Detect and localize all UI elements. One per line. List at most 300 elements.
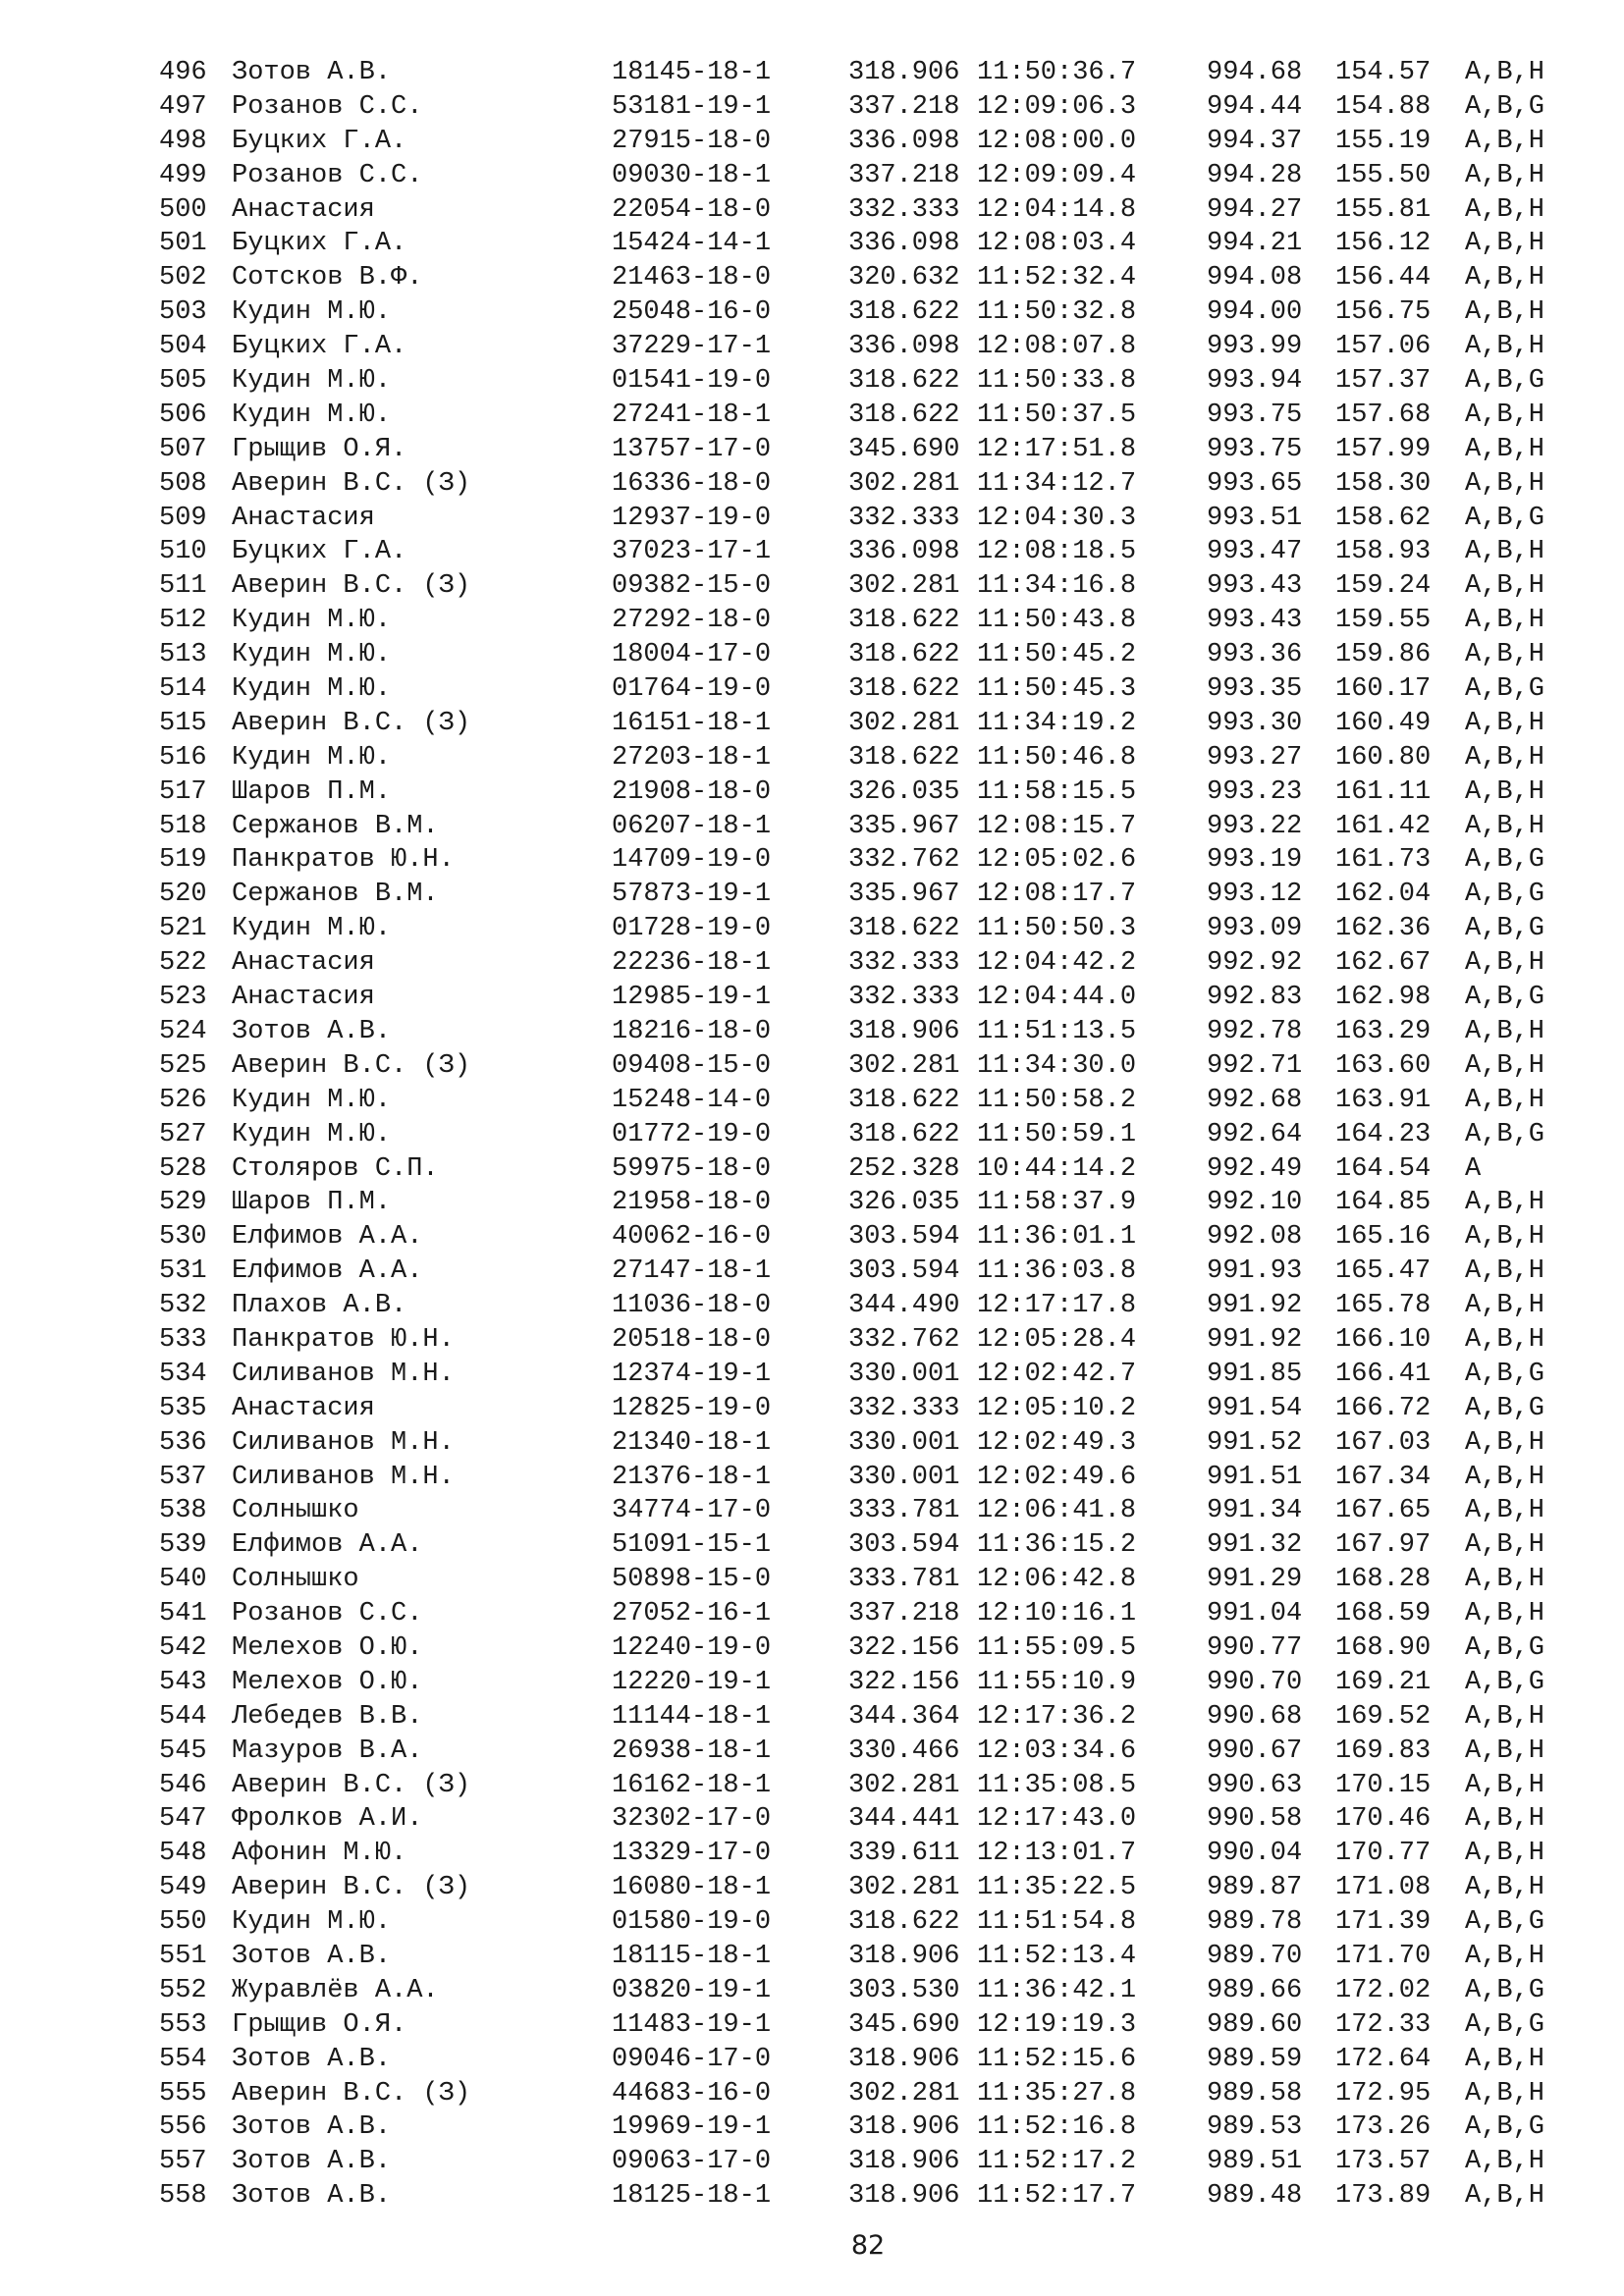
result-number: 535 [159, 1393, 207, 1423]
ring-number: 26938-18-1 [612, 1735, 772, 1766]
table-row [0, 1837, 1624, 1871]
arrival-time: 11:34:19.2 [977, 708, 1137, 738]
distance-value: 318.906 [848, 1016, 960, 1046]
table-row [0, 159, 1624, 193]
owner-name: Анастасия [232, 1393, 375, 1423]
distance-value: 318.906 [848, 2147, 960, 2177]
distance-value: 302.281 [848, 2078, 960, 2109]
ring-number: 09382-15-0 [612, 571, 772, 602]
arrival-time: 11:50:33.8 [977, 366, 1137, 397]
table-row [0, 1461, 1624, 1495]
owner-name: Розанов С.С. [232, 1599, 423, 1629]
category-marks: A,B,H [1465, 1462, 1545, 1492]
distance-value: 332.762 [848, 845, 960, 876]
speed-value: 994.00 [1207, 297, 1303, 328]
result-number: 536 [159, 1427, 207, 1458]
owner-name: Зотов А.В. [232, 2112, 392, 2143]
owner-name: Силиванов М.Н. [232, 1359, 455, 1389]
category-marks: A,B,G [1465, 1359, 1545, 1389]
owner-name: Аверин В.С. (З) [232, 468, 471, 499]
ring-number: 21908-18-0 [612, 776, 772, 807]
points-value: 160.80 [1335, 742, 1432, 773]
owner-name: Сотсков В.Ф. [232, 263, 423, 294]
distance-value: 318.622 [848, 914, 960, 944]
speed-value: 990.77 [1207, 1632, 1303, 1663]
distance-value: 318.622 [848, 640, 960, 670]
category-marks: A,B,H [1465, 1427, 1545, 1458]
ring-number: 59975-18-0 [612, 1153, 772, 1184]
points-value: 162.04 [1335, 880, 1432, 910]
table-row [0, 1255, 1624, 1289]
ring-number: 14709-19-0 [612, 845, 772, 876]
ring-number: 57873-19-1 [612, 880, 772, 910]
distance-value: 332.333 [848, 983, 960, 1013]
result-number: 520 [159, 880, 207, 910]
owner-name: Журавлёв А.А. [232, 1975, 439, 2005]
points-value: 155.19 [1335, 126, 1432, 156]
result-number: 518 [159, 811, 207, 841]
distance-value: 303.594 [848, 1222, 960, 1253]
speed-value: 991.54 [1207, 1393, 1303, 1423]
result-number: 555 [159, 2078, 207, 2109]
ring-number: 12240-19-0 [612, 1632, 772, 1663]
table-row [0, 1735, 1624, 1769]
points-value: 173.57 [1335, 2147, 1432, 2177]
result-number: 552 [159, 1975, 207, 2005]
speed-value: 989.48 [1207, 2181, 1303, 2212]
owner-name: Столяров С.П. [232, 1153, 439, 1184]
distance-value: 318.906 [848, 2112, 960, 2143]
ring-number: 32302-17-0 [612, 1804, 772, 1835]
ring-number: 21463-18-0 [612, 263, 772, 294]
result-number: 513 [159, 640, 207, 670]
points-value: 163.29 [1335, 1016, 1432, 1046]
category-marks: A,B,G [1465, 1907, 1545, 1938]
table-row [0, 672, 1624, 707]
result-number: 554 [159, 2044, 207, 2074]
points-value: 161.42 [1335, 811, 1432, 841]
points-value: 169.52 [1335, 1701, 1432, 1732]
distance-value: 318.622 [848, 400, 960, 430]
result-number: 551 [159, 1941, 207, 1971]
speed-value: 993.36 [1207, 640, 1303, 670]
distance-value: 332.333 [848, 503, 960, 533]
points-value: 167.65 [1335, 1496, 1432, 1526]
speed-value: 991.92 [1207, 1291, 1303, 1321]
owner-name: Кудин М.Ю. [232, 674, 392, 705]
table-row [0, 1563, 1624, 1597]
distance-value: 318.622 [848, 606, 960, 636]
ring-number: 01541-19-0 [612, 366, 772, 397]
table-row [0, 502, 1624, 536]
result-number: 533 [159, 1324, 207, 1355]
table-row [0, 467, 1624, 502]
owner-name: Кудин М.Ю. [232, 400, 392, 430]
speed-value: 993.75 [1207, 400, 1303, 430]
points-value: 162.67 [1335, 948, 1432, 979]
table-row [0, 1597, 1624, 1631]
category-marks: A,B,H [1465, 1085, 1545, 1115]
result-number: 509 [159, 503, 207, 533]
ring-number: 27203-18-1 [612, 742, 772, 773]
table-row [0, 878, 1624, 912]
owner-name: Панкратов Ю.Н. [232, 845, 455, 876]
speed-value: 993.35 [1207, 674, 1303, 705]
table-row [0, 981, 1624, 1015]
owner-name: Зотов А.В. [232, 2044, 392, 2074]
table-row [0, 604, 1624, 638]
owner-name: Розанов С.С. [232, 160, 423, 190]
speed-value: 993.09 [1207, 914, 1303, 944]
distance-value: 332.333 [848, 194, 960, 225]
owner-name: Мелехов О.Ю. [232, 1667, 423, 1697]
points-value: 165.78 [1335, 1291, 1432, 1321]
distance-value: 335.967 [848, 811, 960, 841]
ring-number: 22236-18-1 [612, 948, 772, 979]
owner-name: Солнышко [232, 1496, 359, 1526]
category-marks: A,B,G [1465, 1393, 1545, 1423]
speed-value: 989.66 [1207, 1975, 1303, 2005]
result-number: 526 [159, 1085, 207, 1115]
arrival-time: 11:34:16.8 [977, 571, 1137, 602]
result-number: 534 [159, 1359, 207, 1389]
category-marks: A,B,G [1465, 1975, 1545, 2005]
ring-number: 13329-17-0 [612, 1839, 772, 1869]
result-number: 499 [159, 160, 207, 190]
category-marks: A,B,H [1465, 811, 1545, 841]
result-number: 511 [159, 571, 207, 602]
owner-name: Силиванов М.Н. [232, 1427, 455, 1458]
category-marks: A,B,H [1465, 1016, 1545, 1046]
speed-value: 990.67 [1207, 1735, 1303, 1766]
category-marks: A,B,G [1465, 91, 1545, 122]
table-row [0, 295, 1624, 330]
ring-number: 12374-19-1 [612, 1359, 772, 1389]
distance-value: 330.001 [848, 1427, 960, 1458]
category-marks: A,B,H [1465, 1324, 1545, 1355]
arrival-time: 12:05:10.2 [977, 1393, 1137, 1423]
owner-name: Кудин М.Ю. [232, 742, 392, 773]
ring-number: 09046-17-0 [612, 2044, 772, 2074]
table-row [0, 330, 1624, 364]
speed-value: 989.78 [1207, 1907, 1303, 1938]
points-value: 169.83 [1335, 1735, 1432, 1766]
ring-number: 15424-14-1 [612, 229, 772, 259]
distance-value: 326.035 [848, 776, 960, 807]
arrival-time: 12:03:34.6 [977, 1735, 1137, 1766]
distance-value: 302.281 [848, 468, 960, 499]
category-marks: A,B,G [1465, 674, 1545, 705]
owner-name: Аверин В.С. (З) [232, 2078, 471, 2109]
result-number: 497 [159, 91, 207, 122]
distance-value: 303.594 [848, 1530, 960, 1561]
speed-value: 993.51 [1207, 503, 1303, 533]
distance-value: 332.333 [848, 1393, 960, 1423]
category-marks: A,B,H [1465, 1839, 1545, 1869]
distance-value: 318.906 [848, 2181, 960, 2212]
category-marks: A,B,H [1465, 1565, 1545, 1595]
ring-number: 16151-18-1 [612, 708, 772, 738]
category-marks: A,B,H [1465, 640, 1545, 670]
result-number: 557 [159, 2147, 207, 2177]
category-marks: A,B,H [1465, 948, 1545, 979]
speed-value: 991.34 [1207, 1496, 1303, 1526]
category-marks: A,B,H [1465, 2078, 1545, 2109]
ring-number: 09030-18-1 [612, 160, 772, 190]
speed-value: 992.49 [1207, 1153, 1303, 1184]
table-row [0, 1323, 1624, 1358]
speed-value: 991.04 [1207, 1599, 1303, 1629]
result-number: 546 [159, 1770, 207, 1800]
owner-name: Грыщив О.Я. [232, 434, 407, 464]
table-row [0, 1700, 1624, 1735]
distance-value: 302.281 [848, 1770, 960, 1800]
ring-number: 16080-18-1 [612, 1873, 772, 1903]
owner-name: Анастасия [232, 948, 375, 979]
category-marks: A,B,H [1465, 1941, 1545, 1971]
result-number: 543 [159, 1667, 207, 1697]
distance-value: 333.781 [848, 1496, 960, 1526]
arrival-time: 11:52:32.4 [977, 263, 1137, 294]
category-marks: A,B,H [1465, 1770, 1545, 1800]
result-number: 529 [159, 1188, 207, 1218]
speed-value: 991.85 [1207, 1359, 1303, 1389]
speed-value: 993.94 [1207, 366, 1303, 397]
points-value: 160.17 [1335, 674, 1432, 705]
arrival-time: 12:08:00.0 [977, 126, 1137, 156]
owner-name: Аверин В.С. (З) [232, 1770, 471, 1800]
points-value: 159.55 [1335, 606, 1432, 636]
category-marks: A,B,H [1465, 126, 1545, 156]
points-value: 157.68 [1335, 400, 1432, 430]
distance-value: 345.690 [848, 434, 960, 464]
arrival-time: 12:17:43.0 [977, 1804, 1137, 1835]
points-value: 166.41 [1335, 1359, 1432, 1389]
table-row [0, 1905, 1624, 1940]
ring-number: 27241-18-1 [612, 400, 772, 430]
speed-value: 992.78 [1207, 1016, 1303, 1046]
owner-name: Зотов А.В. [232, 1016, 392, 1046]
arrival-time: 11:50:36.7 [977, 58, 1137, 87]
category-marks: A,B,G [1465, 880, 1545, 910]
points-value: 162.36 [1335, 914, 1432, 944]
ring-number: 16336-18-0 [612, 468, 772, 499]
ring-number: 09063-17-0 [612, 2147, 772, 2177]
category-marks: A,B,H [1465, 1222, 1545, 1253]
distance-value: 318.622 [848, 1119, 960, 1149]
category-marks: A,B,G [1465, 2112, 1545, 2143]
points-value: 173.89 [1335, 2181, 1432, 2212]
points-value: 158.30 [1335, 468, 1432, 499]
ring-number: 27915-18-0 [612, 126, 772, 156]
arrival-time: 11:52:15.6 [977, 2044, 1137, 2074]
table-row [0, 843, 1624, 878]
result-number: 502 [159, 263, 207, 294]
arrival-time: 12:02:42.7 [977, 1359, 1137, 1389]
table-row [0, 1358, 1624, 1392]
arrival-time: 12:06:42.8 [977, 1565, 1137, 1595]
result-number: 510 [159, 537, 207, 567]
speed-value: 991.93 [1207, 1256, 1303, 1287]
ring-number: 37023-17-1 [612, 537, 772, 567]
speed-value: 993.65 [1207, 468, 1303, 499]
distance-value: 302.281 [848, 571, 960, 602]
owner-name: Зотов А.В. [232, 1941, 392, 1971]
result-number: 528 [159, 1153, 207, 1184]
result-number: 531 [159, 1256, 207, 1287]
speed-value: 993.23 [1207, 776, 1303, 807]
owner-name: Аверин В.С. (З) [232, 1050, 471, 1081]
table-row [0, 775, 1624, 810]
ring-number: 27292-18-0 [612, 606, 772, 636]
distance-value: 318.622 [848, 297, 960, 328]
category-marks: A,B,H [1465, 400, 1545, 430]
arrival-time: 12:02:49.3 [977, 1427, 1137, 1458]
category-marks: A,B,H [1465, 1050, 1545, 1081]
points-value: 154.88 [1335, 91, 1432, 122]
points-value: 157.37 [1335, 366, 1432, 397]
speed-value: 993.75 [1207, 434, 1303, 464]
speed-value: 990.70 [1207, 1667, 1303, 1697]
arrival-time: 11:35:22.5 [977, 1873, 1137, 1903]
distance-value: 333.781 [848, 1565, 960, 1595]
speed-value: 993.43 [1207, 571, 1303, 602]
owner-name: Афонин М.Ю. [232, 1839, 407, 1869]
distance-value: 335.967 [848, 880, 960, 910]
ring-number: 12985-19-1 [612, 983, 772, 1013]
arrival-time: 12:09:09.4 [977, 160, 1137, 190]
speed-value: 994.68 [1207, 58, 1303, 87]
table-row [0, 1871, 1624, 1905]
result-number: 537 [159, 1462, 207, 1492]
result-number: 542 [159, 1632, 207, 1663]
owner-name: Кудин М.Ю. [232, 606, 392, 636]
speed-value: 990.04 [1207, 1839, 1303, 1869]
arrival-time: 11:52:17.7 [977, 2181, 1137, 2212]
points-value: 167.34 [1335, 1462, 1432, 1492]
arrival-time: 11:55:09.5 [977, 1632, 1137, 1663]
owner-name: Сержанов В.М. [232, 880, 439, 910]
distance-value: 318.906 [848, 58, 960, 87]
category-marks: A,B,H [1465, 468, 1545, 499]
category-marks: A,B,H [1465, 194, 1545, 225]
points-value: 171.39 [1335, 1907, 1432, 1938]
ring-number: 12825-19-0 [612, 1393, 772, 1423]
result-number: 514 [159, 674, 207, 705]
owner-name: Буцких Г.А. [232, 537, 407, 567]
ring-number: 21376-18-1 [612, 1462, 772, 1492]
category-marks: A,B,H [1465, 606, 1545, 636]
owner-name: Буцких Г.А. [232, 126, 407, 156]
category-marks: A,B,G [1465, 366, 1545, 397]
table-row [0, 1289, 1624, 1323]
owner-name: Кудин М.Ю. [232, 1085, 392, 1115]
arrival-time: 12:13:01.7 [977, 1839, 1137, 1869]
speed-value: 994.28 [1207, 160, 1303, 190]
table-row [0, 2043, 1624, 2077]
distance-value: 302.281 [848, 1873, 960, 1903]
arrival-time: 11:50:59.1 [977, 1119, 1137, 1149]
points-value: 159.86 [1335, 640, 1432, 670]
table-row [0, 1769, 1624, 1803]
table-row [0, 1015, 1624, 1049]
ring-number: 34774-17-0 [612, 1496, 772, 1526]
distance-value: 318.622 [848, 674, 960, 705]
table-row [0, 2110, 1624, 2145]
result-number: 501 [159, 229, 207, 259]
result-number: 506 [159, 400, 207, 430]
points-value: 158.93 [1335, 537, 1432, 567]
distance-value: 302.281 [848, 1050, 960, 1081]
category-marks: A,B,G [1465, 2009, 1545, 2040]
distance-value: 330.466 [848, 1735, 960, 1766]
points-value: 168.59 [1335, 1599, 1432, 1629]
arrival-time: 12:04:44.0 [977, 983, 1137, 1013]
arrival-time: 11:51:13.5 [977, 1016, 1137, 1046]
category-marks: A,B,H [1465, 58, 1545, 87]
result-number: 507 [159, 434, 207, 464]
result-number: 525 [159, 1050, 207, 1081]
arrival-time: 12:04:30.3 [977, 503, 1137, 533]
ring-number: 11144-18-1 [612, 1701, 772, 1732]
results-table [0, 56, 1624, 2214]
points-value: 164.85 [1335, 1188, 1432, 1218]
distance-value: 345.690 [848, 2009, 960, 2040]
table-row [0, 1118, 1624, 1152]
table-row [0, 1049, 1624, 1084]
distance-value: 337.218 [848, 160, 960, 190]
result-number: 558 [159, 2181, 207, 2212]
result-number: 527 [159, 1119, 207, 1149]
arrival-time: 11:35:08.5 [977, 1770, 1137, 1800]
table-row [0, 535, 1624, 569]
category-marks: A,B,H [1465, 537, 1545, 567]
ring-number: 27147-18-1 [612, 1256, 772, 1287]
owner-name: Мелехов О.Ю. [232, 1632, 423, 1663]
speed-value: 992.83 [1207, 983, 1303, 1013]
result-number: 545 [159, 1735, 207, 1766]
points-value: 155.81 [1335, 194, 1432, 225]
distance-value: 318.622 [848, 1907, 960, 1938]
result-number: 517 [159, 776, 207, 807]
owner-name: Буцких Г.А. [232, 229, 407, 259]
distance-value: 318.622 [848, 1085, 960, 1115]
table-row [0, 1940, 1624, 1974]
ring-number: 22054-18-0 [612, 194, 772, 225]
points-value: 172.33 [1335, 2009, 1432, 2040]
speed-value: 990.58 [1207, 1804, 1303, 1835]
ring-number: 01580-19-0 [612, 1907, 772, 1938]
result-number: 547 [159, 1804, 207, 1835]
ring-number: 18145-18-1 [612, 58, 772, 87]
arrival-time: 11:50:46.8 [977, 742, 1137, 773]
result-number: 522 [159, 948, 207, 979]
speed-value: 989.53 [1207, 2112, 1303, 2143]
table-row [0, 364, 1624, 399]
result-number: 530 [159, 1222, 207, 1253]
distance-value: 336.098 [848, 126, 960, 156]
result-number: 539 [159, 1530, 207, 1561]
ring-number: 11483-19-1 [612, 2009, 772, 2040]
owner-name: Елфимов А.А. [232, 1256, 423, 1287]
speed-value: 991.92 [1207, 1324, 1303, 1355]
speed-value: 992.92 [1207, 948, 1303, 979]
arrival-time: 12:19:19.3 [977, 2009, 1137, 2040]
points-value: 172.64 [1335, 2044, 1432, 2074]
owner-name: Елфимов А.А. [232, 1530, 423, 1561]
arrival-time: 12:04:42.2 [977, 948, 1137, 979]
distance-value: 318.906 [848, 2044, 960, 2074]
